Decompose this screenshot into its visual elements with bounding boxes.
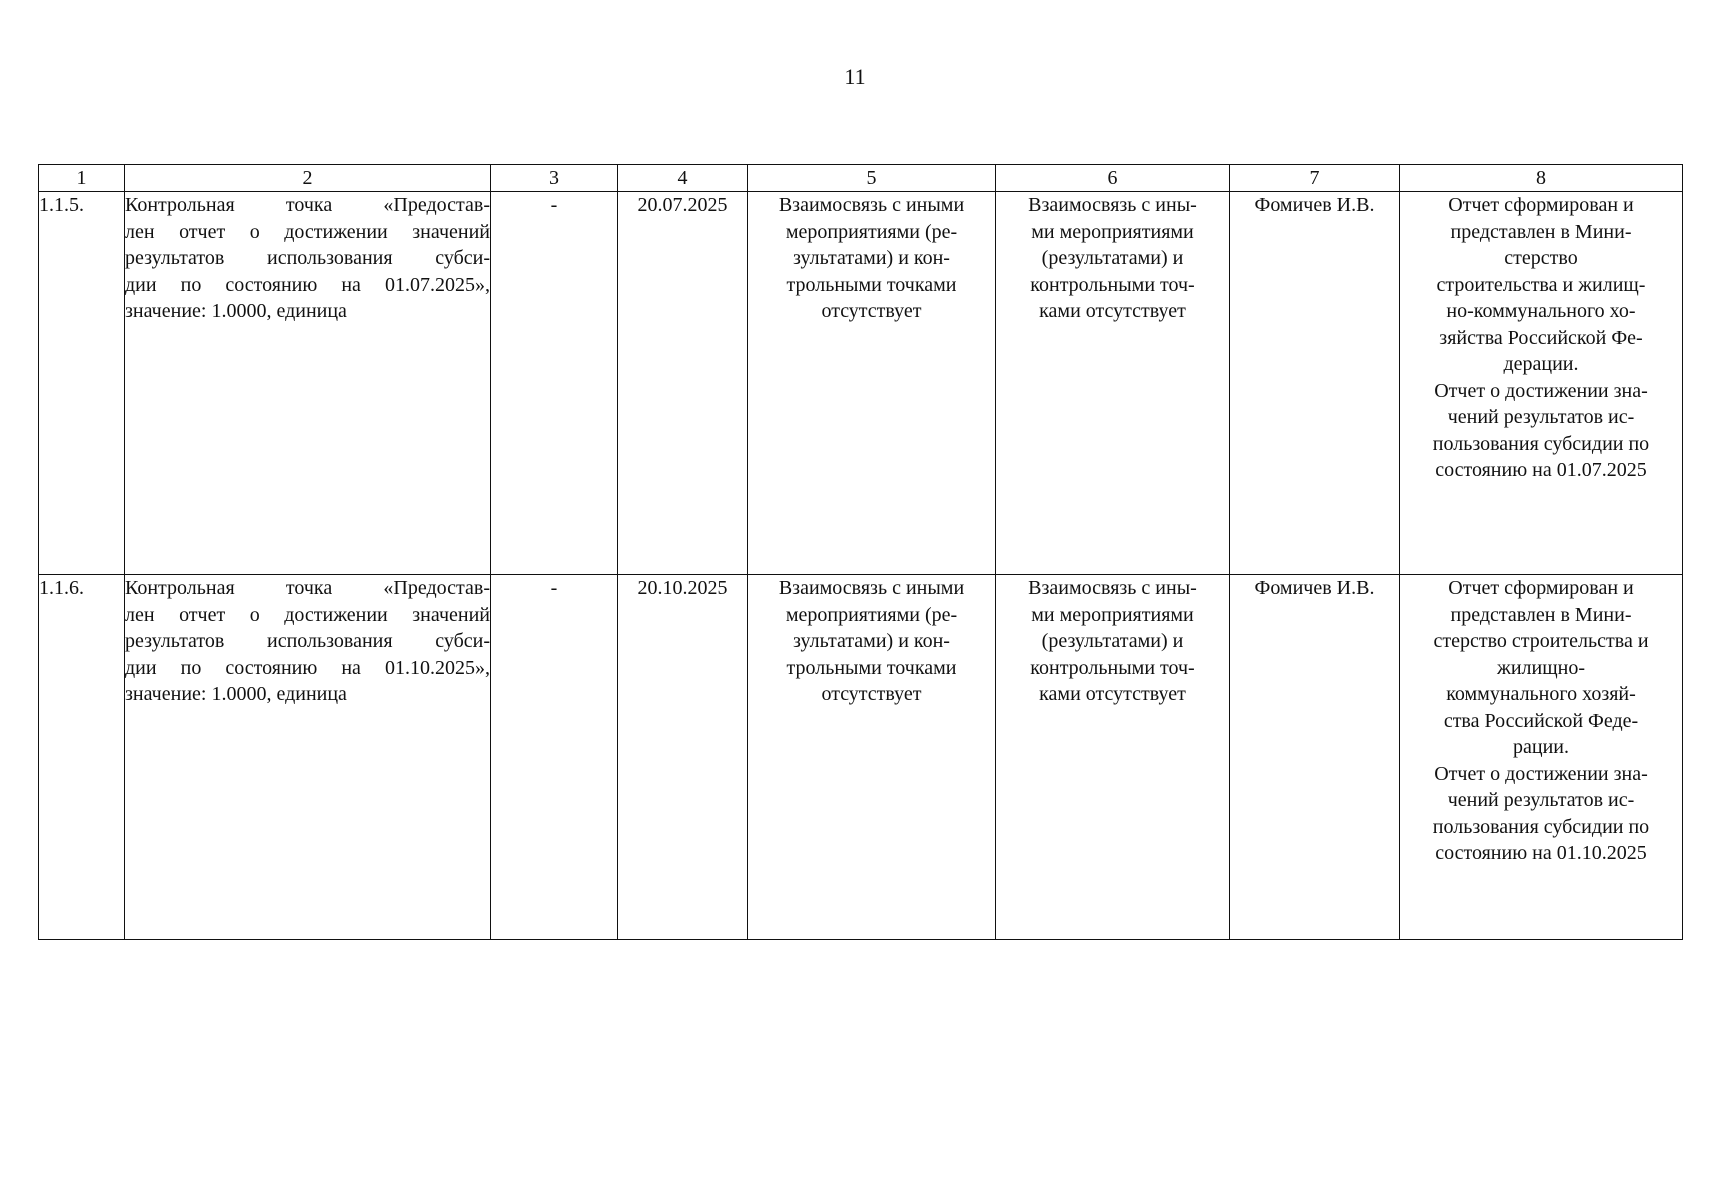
text-line: чений результатов ис- xyxy=(1447,789,1635,811)
text-line: контрольными точ- xyxy=(1030,656,1195,679)
text-line: строительства и жилищ- xyxy=(1436,273,1646,296)
description-line: лен отчет о достижении значений xyxy=(125,220,490,243)
column-header: 7 xyxy=(1230,165,1400,192)
row-number: 1.1.6. xyxy=(39,575,125,940)
text-line: Взаимосвязь с иными xyxy=(778,194,965,216)
description-line: лен отчет о достижении значений xyxy=(125,603,490,626)
text-line: пользования субсидии по xyxy=(1432,815,1650,838)
description-line: дии по состоянию на 01.07.2025», xyxy=(125,273,490,296)
responsible-person: Фомичев И.В. xyxy=(1230,575,1400,940)
text-line: отсутствует xyxy=(821,300,922,322)
text-line: мероприятиями (ре- xyxy=(785,220,958,243)
description-line: результатов использования субси- xyxy=(125,630,490,652)
result-description xyxy=(1400,192,1683,575)
text-line: представлен в Мини- xyxy=(1450,603,1632,626)
due-date: 20.07.2025 xyxy=(618,192,748,575)
column-header: 2 xyxy=(125,165,491,192)
text-line: рации. xyxy=(1513,736,1569,758)
text-line: ми мероприятиями xyxy=(1031,220,1194,243)
column-header: 8 xyxy=(1400,165,1683,192)
description-line: значение: 1.0000, единица xyxy=(125,683,347,705)
page-number: 11 xyxy=(844,64,866,89)
text-line: ками отсутствует xyxy=(1039,300,1186,322)
text-line: отсутствует xyxy=(821,683,922,705)
description-line: значение: 1.0000, единица xyxy=(125,300,347,322)
text-line: пользования субсидии по xyxy=(1432,432,1650,455)
text-line: Отчет сформирован и xyxy=(1448,194,1634,216)
text-line: мероприятиями (ре- xyxy=(785,603,958,626)
relationship-text xyxy=(996,192,1230,575)
text-line: Взаимосвязь с ины- xyxy=(1028,194,1197,216)
description-line: Контрольная точка «Предостав- xyxy=(125,577,490,599)
text-line: жилищно- xyxy=(1497,656,1585,679)
text-line: чений результатов ис- xyxy=(1447,406,1635,428)
description-line: дии по состоянию на 01.10.2025», xyxy=(125,656,490,679)
column-number-header-row xyxy=(39,165,1683,192)
text-line: зультатами) и кон- xyxy=(793,630,950,652)
text-line: Отчет сформирован и xyxy=(1448,577,1634,599)
relationship-text xyxy=(748,575,996,940)
column-3-value: - xyxy=(491,192,618,575)
text-line: зультатами) и кон- xyxy=(793,247,950,269)
control-points-table xyxy=(38,164,1683,940)
control-point-description xyxy=(125,575,491,940)
column-header: 3 xyxy=(491,165,618,192)
text-line: но-коммунального хо- xyxy=(1446,300,1636,322)
text-line: (результатами) и xyxy=(1041,247,1184,269)
text-line: коммунального хозяй- xyxy=(1446,683,1636,705)
relationship-text xyxy=(996,575,1230,940)
text-line: Взаимосвязь с иными xyxy=(778,577,965,599)
column-header: 1 xyxy=(39,165,125,192)
text-line: стерство xyxy=(1504,247,1578,269)
control-point-description xyxy=(125,192,491,575)
text-line: стерство строительства и xyxy=(1433,630,1649,652)
text-line: Отчет о достижении зна- xyxy=(1434,379,1648,402)
relationship-text xyxy=(748,192,996,575)
text-line: дерации. xyxy=(1503,353,1579,375)
text-line: состоянию на 01.07.2025 xyxy=(1435,459,1647,481)
column-header: 4 xyxy=(618,165,748,192)
result-description xyxy=(1400,575,1683,940)
description-line: результатов использования субси- xyxy=(125,247,490,269)
row-number: 1.1.5. xyxy=(39,192,125,575)
text-line: контрольными точ- xyxy=(1030,273,1195,296)
text-line: ми мероприятиями xyxy=(1031,603,1194,626)
text-line: состоянию на 01.10.2025 xyxy=(1435,842,1647,864)
text-line: ства Российской Феде- xyxy=(1443,709,1639,732)
due-date: 20.10.2025 xyxy=(618,575,748,940)
column-header: 5 xyxy=(748,165,996,192)
text-line: ками отсутствует xyxy=(1039,683,1186,705)
table-row xyxy=(39,575,1683,940)
responsible-person: Фомичев И.В. xyxy=(1230,192,1400,575)
text-line: Взаимосвязь с ины- xyxy=(1028,577,1197,599)
text-line: Отчет о достижении зна- xyxy=(1434,762,1648,785)
table-row xyxy=(39,192,1683,575)
text-line: представлен в Мини- xyxy=(1450,220,1632,243)
description-line: Контрольная точка «Предостав- xyxy=(125,194,490,216)
text-line: (результатами) и xyxy=(1041,630,1184,652)
column-header: 6 xyxy=(996,165,1230,192)
text-line: зяйства Российской Фе- xyxy=(1439,326,1643,349)
column-3-value: - xyxy=(491,575,618,940)
text-line: трольными точками xyxy=(786,656,957,679)
text-line: трольными точками xyxy=(786,273,957,296)
